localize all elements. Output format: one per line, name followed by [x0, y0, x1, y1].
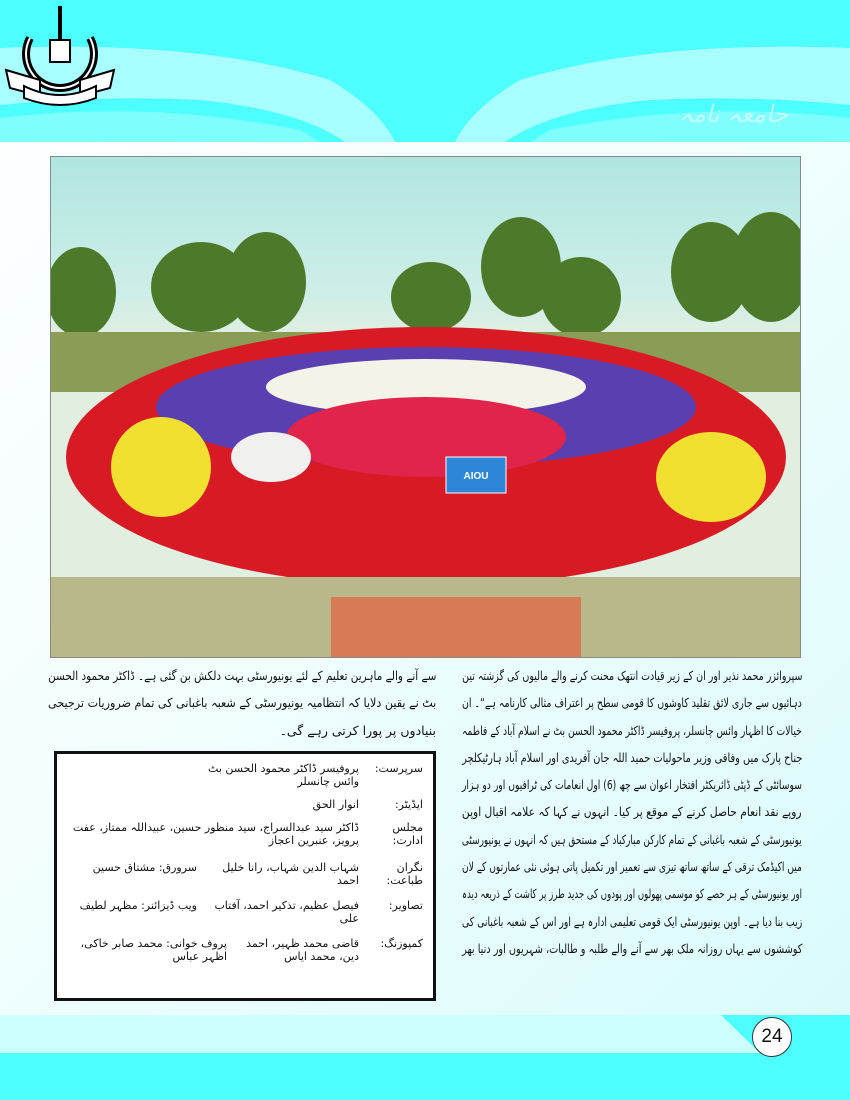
- university-logo: [0, 0, 120, 108]
- web-credit: ویب ڈیزائنر: مظہر لطیف: [79, 899, 197, 912]
- article-line: سپروائزر محمد نذیر اور ان کے زیر قیادت انتھک محنت کرنے والے مالیوں کی گزشتہ تین: [461, 668, 802, 683]
- article-line: روپے نقد انعام حاصل کرنے کے موقع پر کیا۔ انہوں نے کہا کہ علامہ اقبال اوپن: [462, 804, 802, 820]
- article-line: زیب بنا دیا ہے۔ اوپن یونیورسٹی ایک قومی تعلیمی ادارہ ہے اور اس کے شعبہ باغبانی کی: [461, 913, 802, 929]
- editor-label: ایڈیٹر:: [394, 798, 423, 811]
- cover-credit: سرورق: مشتاق حسین: [92, 861, 197, 874]
- patron-label: سرپرست:: [374, 762, 423, 775]
- print-names: شہاب الدین شہاب، رانا خلیل احمد: [222, 861, 359, 887]
- staff-credits-box: [54, 751, 436, 1001]
- editor-row: [67, 798, 423, 811]
- photo-illustration: [51, 157, 801, 658]
- page-number: 24: [752, 1017, 792, 1057]
- flower-bed-photo: [50, 156, 801, 658]
- footer-band: [0, 1053, 850, 1100]
- editor-name: انوار الحق: [312, 798, 359, 811]
- composing-names: قاضی محمد ظہیر، احمد دین، محمد ایاس: [246, 937, 359, 963]
- article-right-column: [462, 662, 802, 962]
- photos-label: تصاویر:: [388, 899, 423, 912]
- article-line: میں اکیڈمک ترقی کے ساتھ ساتھ تیزی سے تعمیر اور تکمیل پاتی ہوئی نئی عمارتوں کے لان: [462, 859, 802, 875]
- article-left-column: [48, 662, 436, 744]
- patron-row: [67, 762, 423, 788]
- article-line: سے آنے والے ماہرین تعلیم کے لئے یونیورسٹی بہت دلکش بن گئی ہے۔ ڈاکٹر محمود الحسن: [47, 668, 436, 683]
- print-row: [67, 861, 423, 887]
- masthead-title: جامعہ نامہ: [678, 100, 788, 128]
- article-line: اور یونیورسٹی کے ہر حصے کو موسمی پھولوں اور پودوں کی جدید طرز پر کاشت کے ذریعہ دیدہ: [461, 886, 802, 902]
- board-label: مجلس ادارت:: [392, 821, 423, 847]
- composing-row: [67, 937, 423, 963]
- patron-name: پروفیسر ڈاکٹر محمود الحسن بٹ: [208, 762, 359, 775]
- aiou-sign: AIOU: [463, 471, 489, 482]
- photos-names: فیصل عظیم، تذکیر احمد، آفتاب علی: [214, 899, 359, 925]
- article-line: کوششوں سے یہاں روزانہ ملک بھر سے آنے والے طلبہ و طالبات، شہریوں اور دنیا بھر: [461, 940, 802, 956]
- footer-pale-strip: [0, 1015, 760, 1053]
- article-line: خیالات کا اظہار وائس چانسلر، پروفیسر ڈاکٹر محمود الحسن بٹ نے اسلام آباد کے فاطمہ: [462, 722, 802, 738]
- article-line: دہائیوں سے جاری لائق تقلید کاوشوں کا قومی سطح پر اعتراف مثالی کارنامہ ہے“۔ ان: [462, 695, 802, 711]
- photos-row: [67, 899, 423, 925]
- article-line: بٹ نے یقین دلایا کہ انتظامیہ یونیورسٹی کے شعبہ باغبانی کی تمام ضروریات ترجیحی: [47, 695, 436, 711]
- article-line: یونیورسٹی کے شعبہ باغبانی کے تمام کارکن مبارکباد کے مستحق ہیں کہ انہوں نے یونیورسٹی: [462, 831, 802, 847]
- patron-title: وائس چانسلر: [297, 775, 359, 788]
- article-line: سوسائٹی کے ڈپٹی ڈائریکٹر افتخار اعوان سے چھ (6) اول انعامات کی ٹرافیوں اور دو ہزار: [462, 777, 802, 793]
- article-line: بنیادوں پر پورا کرتی رہے گی۔: [279, 722, 436, 738]
- header-band: [0, 0, 850, 142]
- board-row: [67, 821, 423, 847]
- proof-credit: پروف خوانی: محمد صابر خاکی، اظہر عباس: [80, 937, 227, 963]
- article-line: جناح پارک میں وفاقی وزیر ماحولیات حمید اللہ جان آفریدی اور اسلام آباد ہارٹیکلچر: [461, 749, 802, 765]
- composing-label: کمپوزنگ:: [380, 937, 423, 950]
- print-label: نگران طباعت:: [386, 861, 423, 887]
- board-names: ڈاکٹر سید عبدالسراج، سید منظور حسین، عبیداللہ ممتاز، عفت پرویز، عنبرین اعجاز: [72, 821, 359, 847]
